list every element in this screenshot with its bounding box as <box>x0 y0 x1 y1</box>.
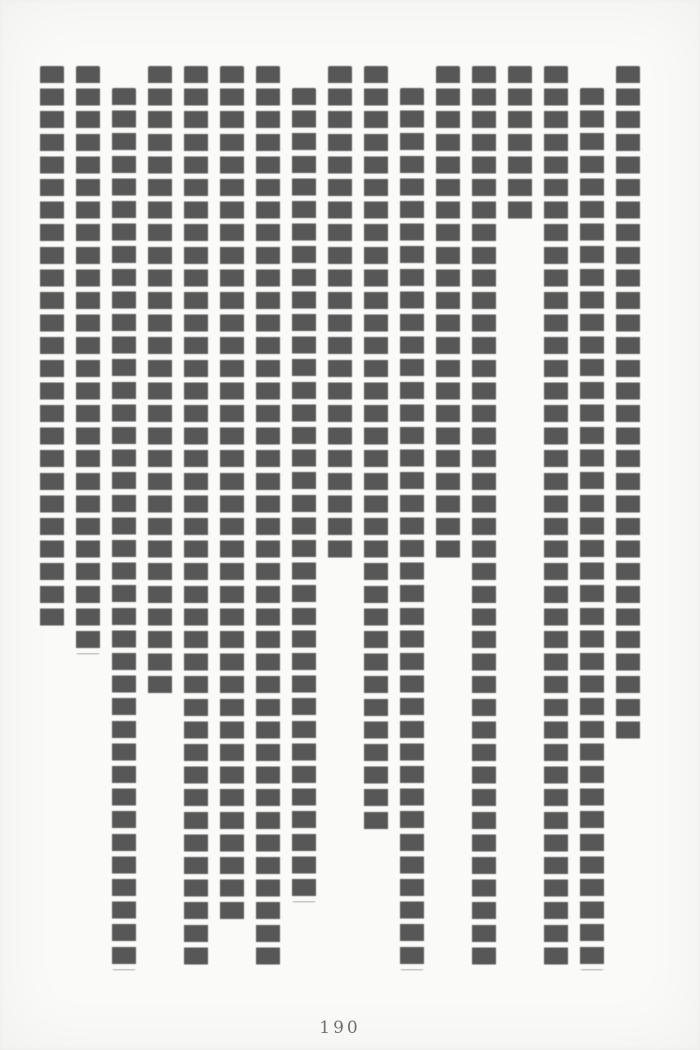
text-column-redacted <box>472 66 496 970</box>
text-column-redacted <box>328 66 352 563</box>
text-column-redacted <box>364 66 388 834</box>
text-column-redacted <box>436 66 460 563</box>
text-column-redacted <box>256 66 280 970</box>
text-column-redacted <box>508 66 532 224</box>
text-column-redacted <box>40 66 64 631</box>
text-column-redacted <box>292 88 316 902</box>
text-column-redacted <box>616 66 640 744</box>
text-column-redacted <box>76 66 100 654</box>
text-column-redacted <box>544 66 568 970</box>
text-column-redacted <box>580 88 604 970</box>
text-column-redacted <box>220 66 244 925</box>
text-column-redacted <box>184 66 208 970</box>
text-column-redacted <box>400 88 424 970</box>
page-number: 190 <box>319 1018 361 1038</box>
text-column-redacted <box>112 88 136 970</box>
text-column-redacted <box>148 66 172 699</box>
